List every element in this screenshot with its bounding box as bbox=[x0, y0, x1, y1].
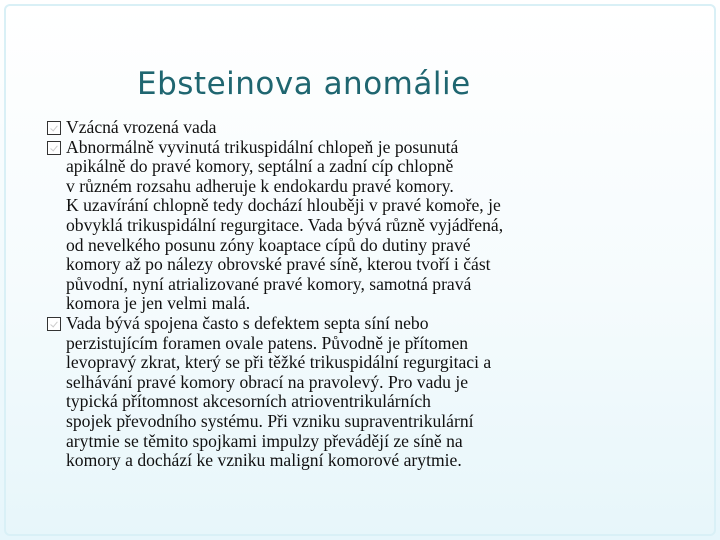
bullet-text-line: typická přítomnost akcesorních atrioventrikulárních bbox=[66, 391, 431, 412]
bullet-item bbox=[45, 118, 675, 138]
bullet-text-line: komory až po nálezy obrovské pravé síně, kterou tvoří i část bbox=[66, 254, 491, 275]
bullet-text-line: K uzavírání chlopně tedy dochází hlouběji v pravé komoře, je bbox=[66, 195, 501, 216]
bullet-box-icon bbox=[47, 317, 61, 331]
bullet-text-line: arytmie se těmito spojkami impulzy převádějí ze síně na bbox=[66, 430, 463, 451]
bullet-text-line: komory a dochází ke vzniku maligní komorové arytmie. bbox=[66, 450, 462, 471]
bullet-text-line: levopravý zkrat, který se při těžké trikuspidální regurgitaci a bbox=[66, 352, 492, 373]
slide-title: Ebsteinova anomálie bbox=[137, 66, 471, 102]
bullet-text-line: komora je jen velmi malá. bbox=[66, 293, 251, 314]
bullet-text-line: selhávání pravé komory obrací na pravolevý. Pro vadu je bbox=[66, 371, 469, 392]
bullet-text-line: obvyklá trikuspidální regurgitace. Vada bývá různě vyjádřená, bbox=[66, 214, 504, 235]
bullet-text-line: Abnormálně vyvinutá trikuspidální chlopeň je posunutá bbox=[66, 136, 459, 157]
bullet-item bbox=[45, 138, 675, 314]
bullet-text-line: Vzácná vrozená vada bbox=[66, 117, 217, 137]
bullet-text-line: spojek převodního systému. Při vzniku supraventrikulární bbox=[66, 410, 474, 431]
bullet-box-icon bbox=[47, 121, 61, 135]
bullet-text-line: v různém rozsahu adheruje k endokardu pravé komory. bbox=[66, 175, 454, 196]
slide-body bbox=[45, 118, 675, 471]
bullet-text-line: perzistujícím foramen ovale patens. Původně je přítomen bbox=[66, 332, 469, 353]
bullet-text-line: Vada bývá spojena často s defektem septa síní nebo bbox=[66, 312, 429, 333]
bullet-box-icon bbox=[47, 141, 61, 155]
bullet-text-line: apikálně do pravé komory, septální a zadní cíp chlopně bbox=[66, 156, 454, 177]
bullet-item bbox=[45, 314, 675, 471]
bullet-text-line: od nevelkého posunu zóny koaptace cípů do dutiny pravé bbox=[66, 234, 471, 255]
bullet-text-line: původní, nyní atrializované pravé komory, samotná pravá bbox=[66, 273, 472, 294]
